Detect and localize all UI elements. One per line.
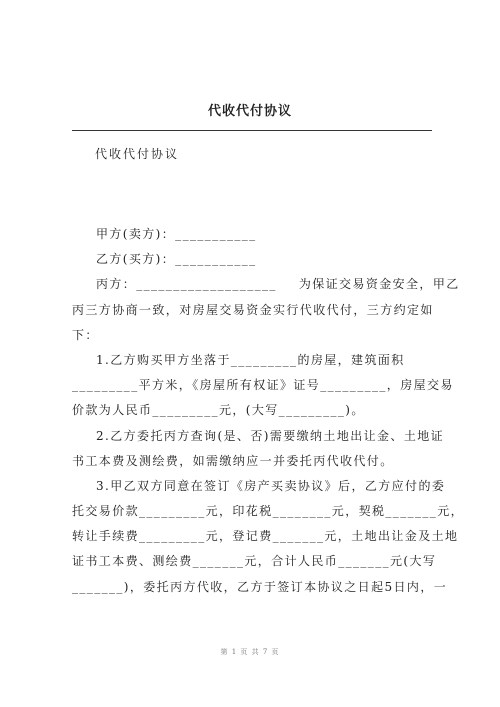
party-a-line: 甲方(卖方)：___________ [96,227,257,241]
party-c-line [72,272,460,297]
body-line: 托交易价款_________元，印花税________元，契税_______元， [72,504,465,519]
title-divider [72,130,432,131]
party-b-line: 乙方(买方)：___________ [96,252,257,267]
clause-1-line: 1.乙方购买甲方坐落于_________的房屋，建筑面积 [96,352,405,367]
body-line: 丙三方协商一致，对房屋交易资金实行代收代付，三方约定如 [72,302,434,317]
body-line: 书工本费及测绘费，如需缴纳应一并委托丙代收代付。 [72,453,394,468]
purpose-text: 为保证交易资金安全，甲乙 [298,277,460,292]
body-line: 转让手续费_________元，登记费_______元，土地出让金及土地 [72,529,459,544]
body-line: 价款为人民币_________元，(大写_________)。 [72,403,365,418]
document-subtitle: 代收代付协议 [95,147,180,161]
document-body [72,222,465,600]
clause-3-line: 3.甲乙双方同意在签订《房产买卖协议》后，乙方应付的委 [96,478,446,493]
party-c-label: 丙方：___________________ [96,277,277,292]
body-line: 证书工本费、测绘费_______元，合计人民币_______元(大写 [72,554,437,569]
page-footer: 第 1 页 共 7 页 [220,648,280,656]
document-title: 代收代付协议 [207,104,292,119]
body-line: _________平方米，《房屋所有权证》证号_________，房屋交易 [72,378,454,393]
body-line: _______)，委托丙方代收，乙方于签订本协议之日起5日内，一 [72,579,448,594]
body-line: 下： [72,327,99,342]
clause-2-line: 2.乙方委托丙方查询(是、否)需要缴纳土地出让金、土地证 [96,428,445,443]
